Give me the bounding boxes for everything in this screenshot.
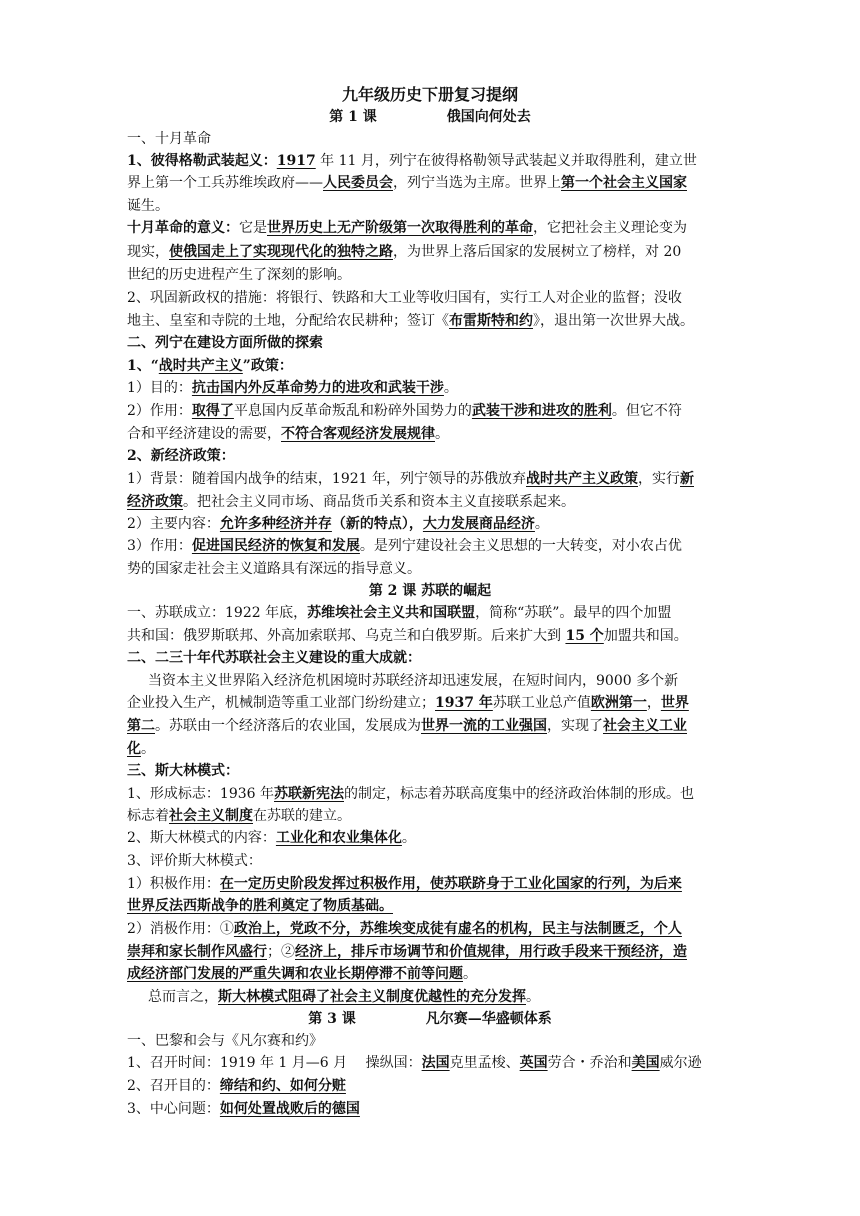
text-run: 平息国内反革命叛乱和粉碎外国势力的	[233, 403, 472, 419]
key-point-text: 在一定历史阶段发挥过积极作用，使苏联跻身于工业化国家的行列，为后来	[219, 876, 682, 892]
text-line	[127, 829, 416, 847]
text-run: 。	[141, 741, 155, 757]
text-line	[127, 627, 688, 645]
text-run: 2）主要内容：	[127, 516, 220, 532]
text-run: 》，退出第一次世界大战。	[533, 313, 694, 329]
key-point-text: 第一个社会主义国家	[561, 175, 687, 191]
text-run: 在苏联的建立。	[253, 808, 351, 824]
text-run: 标志着	[127, 808, 169, 824]
key-point-text: 战时共产主义	[158, 358, 243, 374]
text-line	[127, 289, 682, 307]
text-line	[127, 762, 239, 780]
text-run: 劳合・乔治和	[547, 1055, 632, 1071]
text-line	[127, 852, 262, 870]
lesson-3-label: 第 3 课	[308, 1011, 356, 1027]
text-run: 2、斯大林模式的内容：	[127, 830, 276, 846]
text-run: 。把社会主义同市场、商品货币关系和资本主义直接联系起来。	[183, 494, 575, 510]
text-run: 诞生。	[127, 198, 169, 214]
text-run: 威尔逊	[659, 1055, 702, 1071]
text-run: 。	[534, 516, 549, 532]
text-run: 三、斯大林模式：	[127, 763, 239, 779]
key-point-text: 促进国民经济的恢复和发展	[191, 538, 360, 554]
text-run: 一、苏联成立：1922 年底，	[127, 605, 308, 621]
text-run: 现实，	[127, 244, 169, 260]
key-point-text: 第二	[127, 718, 155, 734]
document-title: 九年级历史下册复习提纲	[341, 85, 518, 104]
text-line	[127, 1032, 323, 1050]
key-point-text: 化	[127, 741, 141, 757]
key-point-text: 经济政策	[127, 494, 183, 510]
key-point-text: 如何处置战败后的德国	[219, 1101, 360, 1117]
text-run: 1）背景：随着国内战争的结束，1921 年，列宁领导的苏俄放弃	[127, 471, 526, 487]
text-line	[127, 807, 351, 825]
text-run: 它是	[239, 220, 267, 236]
text-run: 3）作用：	[127, 538, 192, 554]
text-run: 。	[463, 966, 477, 982]
text-run: 。	[443, 380, 458, 396]
text-run: 2、巩固新政权的措施：将银行、铁路和大工业等收归国有，实行工人对企业的监督；没收	[127, 290, 682, 306]
text-run: 。	[435, 426, 449, 442]
text-line	[127, 152, 697, 170]
text-run: 。苏联由一个经济落后的农业国，发展成为	[155, 718, 421, 734]
lesson-1-name: 俄国向何处去	[446, 109, 531, 125]
text-line	[148, 988, 540, 1006]
text-run: 2）作用：	[127, 403, 192, 419]
text-run: ，为世界上落后国家的发展树立了榜样，对 20	[393, 244, 682, 260]
key-point-text: 美国	[631, 1055, 660, 1071]
text-run: 1）积极作用：	[127, 876, 220, 892]
key-point-text: 苏联新宪法	[274, 786, 344, 802]
key-point-text: 新	[680, 471, 694, 487]
key-point-text: 英国	[519, 1055, 548, 1071]
key-point-text: 经济上，排斥市场调节和价值规律，用行政手段来干预经济，造	[295, 944, 687, 960]
text-line	[127, 560, 421, 578]
text-run: ，实行	[638, 471, 680, 487]
lesson-3-heading	[0, 1010, 860, 1028]
text-run: 总而言之，	[148, 989, 218, 1005]
key-point-text: 欧洲第一	[590, 695, 647, 711]
key-point-text: 成经济部门发展的严重失调和农业长期停滞不前等问题	[127, 966, 463, 982]
text-line	[127, 1054, 702, 1072]
text-line	[127, 604, 671, 622]
key-point-text: 政治上，党政不分，苏维埃变成徒有虚名的机构，民主与法制匮乏，个人	[233, 921, 682, 937]
text-line	[127, 897, 393, 915]
text-run: 十月革命的意义：	[127, 220, 239, 236]
key-point-text: 崇拜和家长制作风盛行	[127, 944, 267, 960]
key-point-text: 工业化和农业集体化	[275, 830, 402, 846]
text-line	[127, 312, 694, 330]
text-run: ，列宁当选为主席。世界上	[393, 175, 561, 191]
text-run: （新的特点），	[331, 516, 423, 532]
text-line	[127, 470, 694, 488]
text-line	[127, 943, 687, 961]
text-run: 当资本主义世界陷入经济危机困境时苏联经济却迅速发展，在短时间内，9000 多个新	[148, 673, 679, 689]
text-run: 地主、皇室和寺院的土地，分配给农民耕种；签订《	[127, 313, 449, 329]
text-run: 苏维埃社会主义共和国联盟	[307, 605, 476, 621]
key-point-text: 布雷斯特和约	[449, 313, 533, 329]
text-run: 合和平经济建设的需要，	[127, 426, 281, 442]
text-line	[127, 447, 235, 465]
text-line	[127, 243, 681, 261]
key-point-text: 允许多种经济并存	[219, 516, 332, 532]
key-point-text: 世界一流的工业强国	[421, 718, 547, 734]
text-run: 1、彼得格勒武装起义：	[127, 153, 277, 169]
key-point-text: 抗击国内外反革命势力的进攻和武装干涉	[191, 380, 444, 396]
text-line	[127, 785, 694, 803]
key-point-text: 斯大林模式阻碍了社会主义制度优越性的充分发挥	[218, 989, 526, 1005]
text-line	[127, 130, 211, 148]
text-run: 。是列宁建设社会主义思想的一大转变，对小农占优	[359, 538, 682, 554]
text-line	[127, 694, 689, 712]
text-run: 势的国家走社会主义道路具有深远的指导意义。	[127, 561, 421, 577]
key-point-text: 武装干涉和进攻的胜利	[471, 403, 612, 419]
key-point-text: 不符合客观经济发展规律	[281, 426, 435, 442]
text-run: 年 11 月，列宁在彼得格勒领导武装起义并取得胜利，建立世	[315, 153, 697, 169]
text-run: 世纪的历史进程产生了深刻的影响。	[127, 267, 351, 283]
text-run: 1、召开时间：1919 年 1 月—6 月 操纵国：	[127, 1055, 422, 1071]
text-line	[127, 1077, 346, 1095]
text-run: 。	[401, 830, 416, 846]
text-run: ；②	[267, 944, 295, 960]
text-run: 1、形成标志：1936 年	[127, 786, 274, 802]
text-run: 1、“	[127, 358, 159, 374]
text-line	[127, 1100, 360, 1118]
text-line	[127, 965, 477, 983]
text-run: 二、二三十年代苏联社会主义建设的重大成就：	[127, 650, 421, 666]
key-point-text: 缔结和约、如何分赃	[219, 1078, 346, 1094]
text-line	[127, 334, 323, 352]
text-run: 一、巴黎和会与《凡尔赛和约》	[127, 1033, 323, 1049]
lesson-2-heading: 第 2 课 苏联的崛起	[368, 583, 492, 599]
text-line	[127, 402, 682, 420]
lesson-1-heading	[0, 108, 860, 126]
lesson-1-label: 第 1 课	[329, 109, 377, 125]
text-run: 3、评价斯大林模式：	[127, 853, 262, 869]
key-point-text: 社会主义制度	[169, 808, 253, 824]
key-point-text: 世界	[660, 695, 689, 711]
text-line	[127, 493, 575, 511]
text-run: ，	[646, 695, 661, 711]
text-run: ，简称“苏联”。最早的四个加盟	[475, 605, 672, 621]
text-line	[127, 649, 421, 667]
text-line	[127, 717, 687, 735]
text-line	[127, 357, 293, 375]
key-point-text: 15 个	[565, 628, 604, 644]
key-point-text: 战时共产主义政策	[526, 471, 638, 487]
text-run: 苏联工业总产值	[492, 695, 591, 711]
text-line	[127, 425, 449, 443]
text-run: ，实现了	[547, 718, 603, 734]
text-line	[127, 515, 549, 533]
key-point-text: 人民委员会	[323, 175, 393, 191]
text-line	[127, 875, 682, 893]
text-run: 2、新经济政策：	[127, 448, 235, 464]
key-point-text: 社会主义工业	[603, 718, 687, 734]
text-run: 的制定，标志着苏联高度集中的经济政治体制的形成。也	[344, 786, 694, 802]
key-point-text: 使俄国走上了实现现代化的独特之路	[169, 244, 393, 260]
text-line	[127, 379, 458, 397]
text-run: ”政策：	[242, 358, 293, 374]
text-run: 克里孟梭、	[449, 1055, 520, 1071]
text-run: 2）消极作用：①	[127, 921, 234, 937]
text-run: 界上第一个工兵苏维埃政府——	[127, 175, 323, 191]
key-point-text: 世界历史上无产阶级第一次取得胜利的革命	[267, 220, 533, 236]
text-run: 2、召开目的：	[127, 1078, 220, 1094]
text-run: 二、列宁在建设方面所做的探索	[127, 335, 323, 351]
text-run: 。	[526, 989, 540, 1005]
key-point-text: 大力发展商品经济	[422, 516, 535, 532]
text-run: 一、十月革命	[127, 131, 211, 147]
text-line	[127, 174, 687, 192]
text-run: 共和国：俄罗斯联邦、外高加索联邦、乌克兰和白俄罗斯。后来扩大到	[127, 628, 566, 644]
key-point-text: 取得了	[191, 403, 234, 419]
lesson-3-name: 凡尔赛—华盛顿体系	[425, 1011, 552, 1027]
text-line	[127, 266, 351, 284]
text-run: 。但它不符	[611, 403, 682, 419]
text-line	[127, 920, 682, 938]
text-run: ，它把社会主义理论变为	[533, 220, 687, 236]
key-point-text: 1917	[276, 153, 316, 169]
text-run: 3、中心问题：	[127, 1101, 220, 1117]
text-line	[127, 537, 682, 555]
key-point-text: 世界反法西斯战争的胜利奠定了物质基础。	[127, 898, 393, 914]
key-point-text: 法国	[421, 1055, 450, 1071]
text-run: 加盟共和国。	[603, 628, 688, 644]
text-line	[127, 740, 155, 758]
key-point-text: 1937 年	[435, 695, 493, 711]
text-line	[148, 672, 678, 690]
text-run: 企业投入生产，机械制造等重工业部门纷纷建立；	[127, 695, 435, 711]
text-line	[127, 197, 169, 215]
text-run: 1）目的：	[127, 380, 192, 396]
text-line	[127, 219, 687, 237]
